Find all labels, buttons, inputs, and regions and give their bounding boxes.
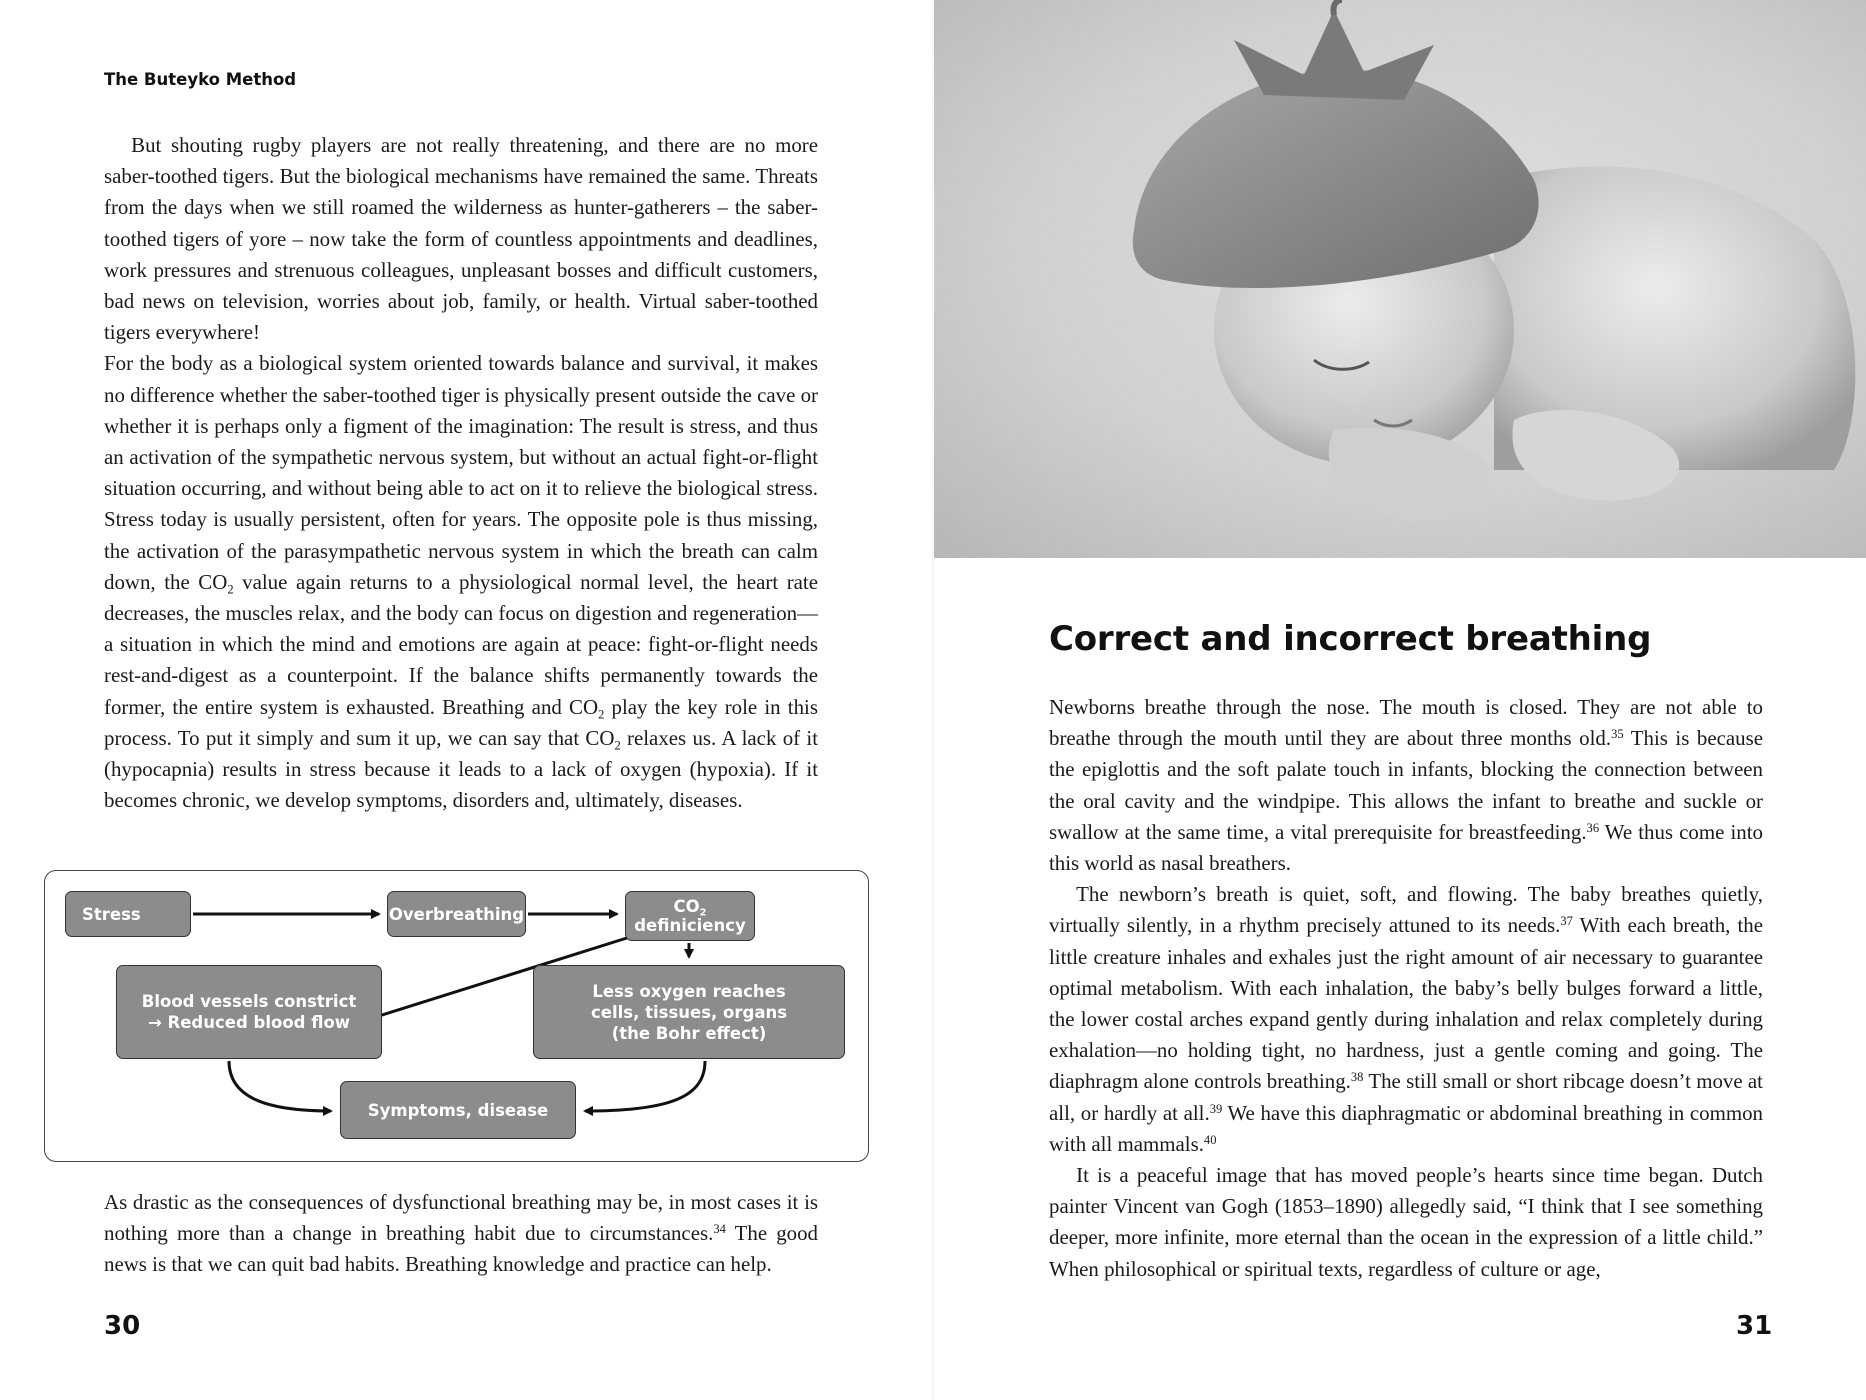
paragraph: For the body as a biological system oriented towards balance and survival, it makes no difference whether the saber-toothed tiger is physically present outside the cave or whether it is perhaps only a figment of the imagination: The result is stress, and thus an activation of the sympathetic nervous system, but without an actual fight-or-flight situation occurring, and without being able to act on it to relieve the biological stress. Stress today is usually persistent, often for years. The opposite pole is thus missing, the activation of the parasympathetic nervous system in which the breath can calm down, the $CO_2$ value again returns to a physiological normal level, the heart rate decreases, the muscles relax, and the body can focus on digestion and regeneration—a situation in which the mind and emotions are again at peace: fight-or-flight needs rest-and-digest as a counterpoint. If the balance shifts permanently towards the former, the entire system is exhausted. Breathing and $CO_2$ play the key role in this process. To put it simply and sum it up, we can say that $CO_2$ relaxes us. A lack of it (hypocapnia) results in stress because it leads to a lack of oxygen (hypoxia). If it becomes chronic, we develop symptoms, disorders and, ultimately, diseases. [104, 351, 818, 813]
paragraph: The newborn’s breath is quiet, soft, and flowing. The baby breathes quietly, virtually silently, in a rhythm precisely attuned to its needs.$^{37}$ With each breath, the little creature inhales and exhales just the right amount of air necessary to guarantee optimal metabolism. With each inhalation, the baby’s belly bulges forward a little, the lower costal arches expand gently during inhalation and relax completely during exhalation—no holding tight, no hardness, just a gentle coming and going. The diaphragm alone controls breathing.$^{38}$ The still small or short ribcage doesn’t move at all, or hardly at all.$^{39}$ We have this diaphragmatic or abdominal breathing in common with all mammals.$^{40}$ [1049, 882, 1763, 1156]
right-body-text [1049, 692, 1763, 1285]
box-less-oxygen: Less oxygen reaches cells, tissues, organs (the Bohr effect) [533, 965, 845, 1059]
box-stress: Stress [65, 891, 191, 937]
box-co2-deficiency: $CO_2$ definiciency [625, 891, 755, 941]
running-head: The Buteyko Method [104, 70, 297, 89]
box-blood-vessels: Blood vessels constrict → Reduced blood flow [116, 965, 382, 1059]
box-overbreathing: Overbreathing [387, 891, 526, 937]
stress-flow-diagram [44, 870, 869, 1162]
section-heading: Correct and incorrect breathing [1049, 619, 1652, 659]
page-number-right: 31 [1736, 1311, 1773, 1341]
arrow-blood-to-symptoms [229, 1061, 331, 1111]
arrow-oxygen-to-symptoms [585, 1061, 705, 1111]
sleeping-baby-photo [934, 0, 1866, 558]
paragraph: But shouting rugby players are not really threatening, and there are no more saber-toothed tigers. But the biological mechanisms have remained the same. Threats from the days when we still roamed the wilderness as hunter-gatherers – the saber-toothed tigers of yore – now take the form of countless appointments and deadlines, work pressures and strenuous colleagues, unpleasant bosses and difficult customers, bad news on television, worries about job, family, or health. Virtual saber-toothed tigers everywhere! [104, 133, 818, 345]
left-body-text [104, 130, 818, 816]
page-number-left: 30 [104, 1311, 141, 1341]
paragraph: It is a peaceful image that has moved people’s hearts since time began. Dutch painter Vincent van Gogh (1853–1890) allegedly said, “I think that I see something deeper, more infinite, more eternal than the ocean in the expression of a little child.” When philosophical or spiritual texts, regardless of culture or age, [1049, 1163, 1763, 1281]
paragraph: Newborns breathe through the nose. The mouth is closed. They are not able to breathe through the mouth until they are about three months old.$^{35}$ This is because the epiglottis and the soft palate touch in infants, blocking the connection between the oral cavity and the windpipe. This allows the infant to breathe and suckle or swallow at the same time, a vital prerequisite for breastfeeding.$^{36}$ We thus come into this world as nasal breathers. [1049, 695, 1763, 876]
paragraph: As drastic as the consequences of dysfunctional breathing may be, in most cases it is nothing more than a change in breathing habit due to circumstances.$^{34}$ The good news is that we can quit bad habits. Breathing knowledge and practice can help. [104, 1190, 819, 1277]
box-symptoms: Symptoms, disease [340, 1081, 576, 1139]
left-body-text-lower [104, 1187, 818, 1281]
